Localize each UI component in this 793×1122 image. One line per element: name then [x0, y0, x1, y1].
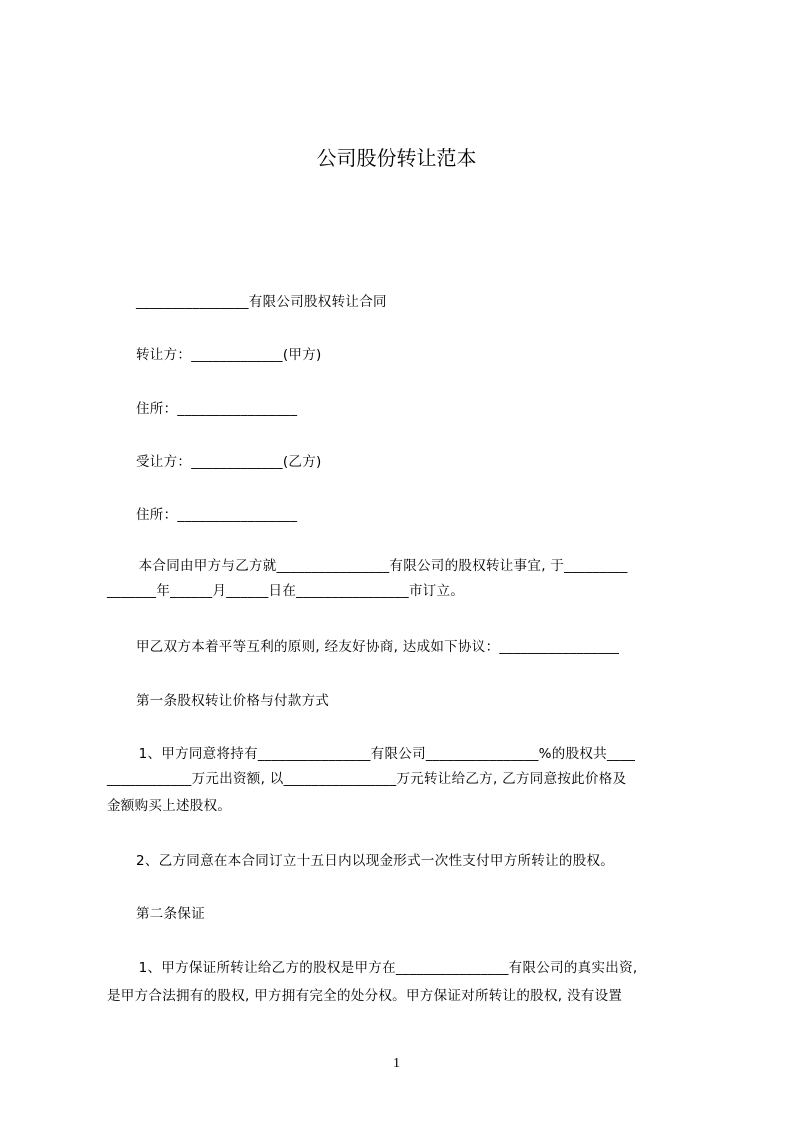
contract-heading: ________________有限公司股权转让合同: [136, 294, 387, 310]
paragraph-line: 2、乙方同意在本合同订立十五日内以现金形式一次性支付甲方所转让的股权。: [136, 853, 615, 869]
page-number: 1: [393, 1056, 400, 1071]
document-title: 公司股份转让范本: [316, 146, 477, 170]
paragraph-line: 甲乙双方本着平等互利的原则, 经友好协商, 达成如下协议：_________________: [136, 639, 620, 655]
transferor-address-line: 住所：_________________: [136, 401, 298, 417]
paragraph-line: ____________万元出资额, 以________________万元转让给乙方, 乙方同意按此价格及: [107, 771, 627, 787]
article-2-heading: 第二条保证: [136, 906, 205, 922]
paragraph-line: _______年______月______日在________________市订立。: [107, 583, 465, 599]
transferee-address-line: 住所：_________________: [136, 507, 298, 523]
article-1-heading: 第一条股权转让价格与付款方式: [136, 693, 330, 709]
paragraph-line: 本合同由甲方与乙方就________________有限公司的股权转让事宜, 于_________: [134, 558, 628, 574]
paragraph-line: 金额购买上述股权。: [107, 798, 232, 814]
transferor-line: 转让方：_____________(甲方): [136, 347, 322, 363]
paragraph-line: 1、甲方同意将持有________________有限公司________________%的股权共____: [134, 746, 636, 762]
paragraph-line: 是甲方合法拥有的股权, 甲方拥有完全的处分权。甲方保证对所转让的股权, 没有设置: [107, 988, 623, 1004]
paragraph-line: 1、甲方保证所转让给乙方的股权是甲方在________________有限公司的真实出资,: [134, 960, 638, 976]
transferee-line: 受让方：_____________(乙方): [136, 454, 322, 470]
